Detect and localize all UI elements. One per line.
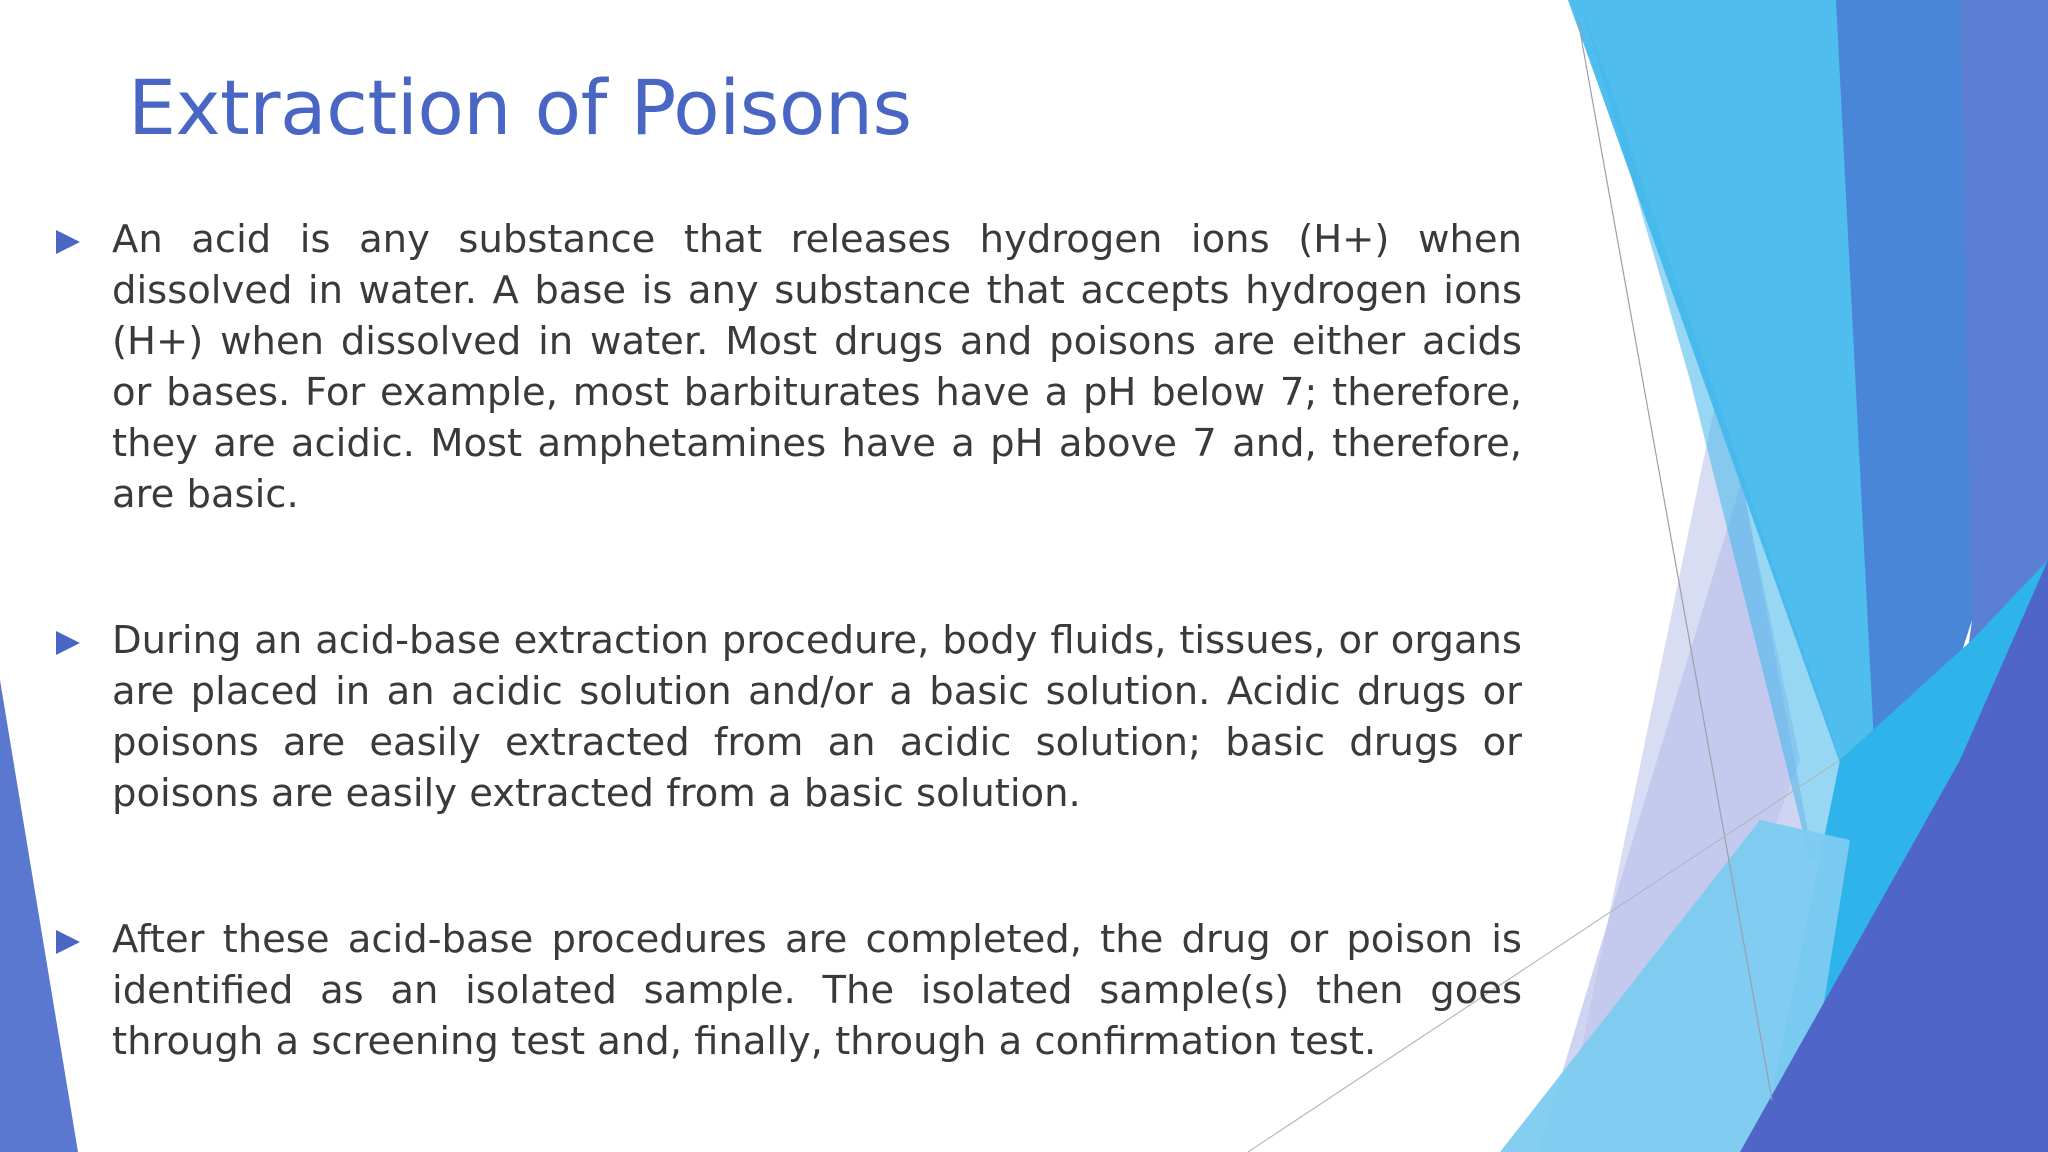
triangle-right-icon — [56, 230, 80, 254]
bullet-text: After these acid-base procedures are completed, the drug or poison is identified as an isolated sample. The isolated sample(s) then goes through a screening test and, finally, through a confirmation test. — [112, 917, 1522, 1064]
bullet-text: During an acid-base extraction procedure, body fluids, tissues, or organs are placed in an acidic solution and/or a basic solution. Acidic drugs or poisons are easily extracted from an acidic solution; basic drugs or poisons are easily extracted from a basic solution. — [112, 618, 1522, 816]
bullet-item — [56, 214, 1522, 520]
triangle-right-icon — [56, 631, 80, 655]
slide-title: Extraction of Poisons — [128, 63, 912, 152]
bullet-item — [56, 914, 1522, 1067]
triangle-right-icon — [56, 930, 80, 954]
bullet-item — [56, 615, 1522, 819]
bullet-text: An acid is any substance that releases hydrogen ions (H+) when dissolved in water. A base is any substance that accepts hydrogen ions (H+) when dissolved in water. Most drugs and poisons are either acids or bases. For example, most barbiturates have a pH below 7; therefore, they are acidic. Most amphetamines have a pH above 7 and, therefore, are basic. — [112, 217, 1522, 517]
